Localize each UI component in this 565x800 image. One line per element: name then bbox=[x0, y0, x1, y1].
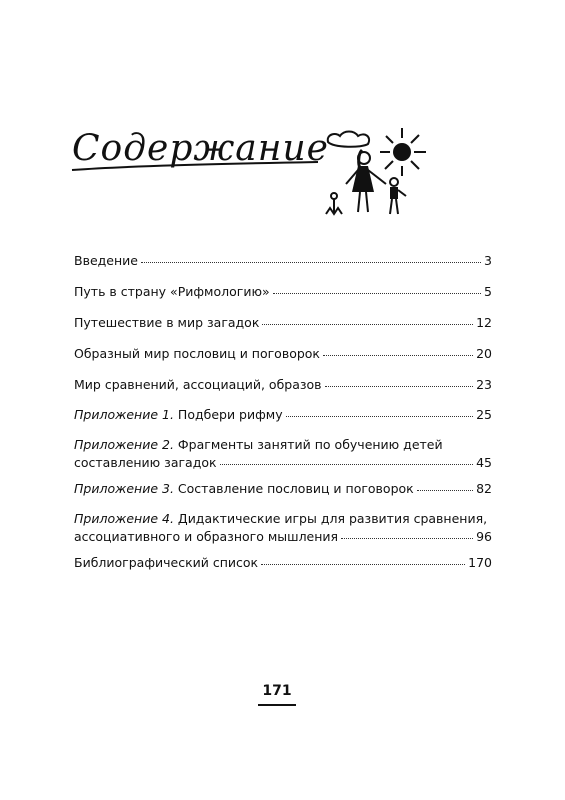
toc-entry-page: 25 bbox=[476, 407, 492, 422]
toc-entry-page: 82 bbox=[476, 481, 492, 496]
toc-entry-title: Составление пословиц и поговорок bbox=[177, 481, 414, 496]
toc-entry[interactable] bbox=[74, 480, 492, 498]
toc-entry-title: Введение bbox=[74, 253, 138, 268]
dot-leader bbox=[323, 345, 473, 356]
toc-entry-title: Подбери рифму bbox=[177, 407, 283, 422]
dot-leader bbox=[262, 314, 473, 325]
toc-entry-page: 23 bbox=[476, 377, 492, 392]
toc-entry[interactable] bbox=[74, 510, 492, 546]
toc-entry-title: Библиографический список bbox=[74, 555, 259, 570]
toc-entry[interactable] bbox=[74, 283, 492, 301]
appendix-label: Приложение 1. bbox=[74, 407, 174, 422]
appendix-label: Приложение 2. bbox=[74, 437, 174, 452]
toc-entry-page: 5 bbox=[484, 284, 492, 299]
toc-entry-title-continuation: составлению загадок bbox=[74, 455, 217, 470]
appendix-label: Приложение 3. bbox=[74, 481, 174, 496]
toc-entry[interactable] bbox=[74, 252, 492, 270]
toc-entry-page: 170 bbox=[468, 555, 492, 570]
dot-leader bbox=[286, 406, 473, 417]
toc-entry[interactable] bbox=[74, 554, 492, 572]
page-title: Содержание bbox=[72, 128, 329, 169]
toc-entry-title: Путь в страну «Рифмологию» bbox=[74, 284, 270, 299]
toc-entry-title: Мир сравнений, ассоциаций, образов bbox=[74, 377, 322, 392]
appendix-label: Приложение 4. bbox=[74, 511, 174, 526]
page-number: 171 bbox=[262, 683, 292, 699]
dot-leader bbox=[220, 454, 474, 465]
toc-entry[interactable] bbox=[74, 406, 492, 424]
toc-entry-page: 45 bbox=[476, 455, 492, 470]
toc-entry-title: Дидактические игры для развития сравнения, bbox=[177, 511, 488, 526]
toc-entry-page: 3 bbox=[484, 253, 492, 268]
family-sun-illustration bbox=[322, 124, 432, 224]
dot-leader bbox=[341, 528, 473, 539]
dot-leader bbox=[141, 252, 481, 263]
page-number-underline bbox=[258, 704, 296, 706]
toc-entry-title: Образный мир пословиц и поговорок bbox=[74, 346, 320, 361]
dot-leader bbox=[261, 554, 465, 565]
toc-entry-title-continuation: ассоциативного и образного мышления bbox=[74, 529, 339, 544]
toc-entry[interactable] bbox=[74, 436, 492, 472]
dot-leader bbox=[417, 480, 473, 491]
toc-entry-title: Фрагменты занятий по обучению детей bbox=[177, 437, 443, 452]
dot-leader bbox=[325, 376, 474, 387]
toc-entry-page: 96 bbox=[476, 529, 492, 544]
dot-leader bbox=[273, 283, 481, 294]
toc-entry-page: 20 bbox=[476, 346, 492, 361]
toc-entry[interactable] bbox=[74, 345, 492, 363]
title-underline bbox=[70, 160, 320, 174]
toc-entry-title: Путешествие в мир загадок bbox=[74, 315, 260, 330]
toc-entry-page: 12 bbox=[476, 315, 492, 330]
toc-entry[interactable] bbox=[74, 376, 492, 394]
toc-entry[interactable] bbox=[74, 314, 492, 332]
